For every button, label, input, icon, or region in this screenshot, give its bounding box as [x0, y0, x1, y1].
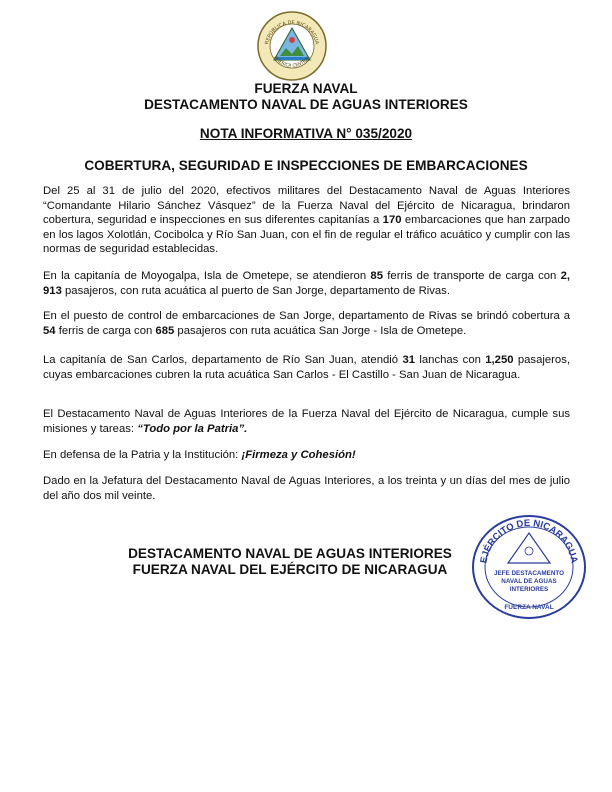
- p1-count-vessels: 170: [382, 214, 402, 227]
- seal-bottom-text: FUERZA NAVAL: [504, 604, 554, 611]
- paragraph-2: [43, 269, 570, 298]
- note-title: NOTA INFORMATIVA N° 035/2020: [199, 126, 413, 141]
- p4-text-a: La capitanía de San Carlos, departamento de Río San Juan, atendió: [43, 354, 403, 366]
- p3-text-c: ferris de carga con: [55, 324, 156, 337]
- coat-top-text: REPÚBLICA DE NICARAGUA: [264, 19, 320, 46]
- p3-text-a: En el puesto de control de embarcaciones de San Jorge, departamento de Rivas se brindó cobertura a: [43, 310, 570, 322]
- paragraph-6: [43, 448, 570, 463]
- header-line-1: FUERZA NAVAL: [254, 81, 358, 96]
- coat-of-arms-emblem: [256, 10, 328, 82]
- p4-count-boats: 31: [402, 354, 416, 366]
- p2-count-passengers: 2, 913: [43, 270, 571, 297]
- p4-text-e: pasajeros, cuyas embarcaciones cubren la ruta acuática San Carlos - El Castillo - San Juan de Nicaragua.: [43, 354, 570, 381]
- seal-top-text: EJÉRCITO DE NICARAGUA: [478, 517, 580, 565]
- p2-text-a: En la capitanía de Moyogalpa, Isla de Ometepe, se atendieron: [43, 270, 371, 282]
- p2-text-e: pasajeros, con ruta acuática al puerto de San Jorge, departamento de Rivas.: [61, 284, 450, 297]
- p5-text-a: El Destacamento Naval de Aguas Interiores de la Fuerza Naval del Ejército de Nicaragua, cumple sus misiones y tareas:: [43, 408, 570, 435]
- p6-motto: ¡Firmeza y Cohesión!: [241, 449, 356, 461]
- signature-line-2: FUERZA NAVAL DEL EJÉRCITO DE NICARAGUA: [132, 562, 448, 577]
- p4-text-c: lanchas con: [415, 354, 486, 366]
- p5-motto: “Todo por la Patria”.: [137, 422, 248, 435]
- p7-text: Dado en la Jefatura del Destacamento Naval de Aguas Interiores, a los treinta y un días del mes de julio del año dos mil veinte.: [43, 475, 570, 502]
- seal-center-line-3: INTERIORES: [509, 586, 549, 593]
- p4-count-passengers: 1,250: [485, 354, 514, 366]
- p3-count-ferries: 54: [43, 324, 56, 337]
- p3-count-passengers: 685: [155, 324, 175, 337]
- p2-text-c: ferris de transporte de carga con: [382, 270, 561, 282]
- p3-text-e: pasajeros con ruta acuática San Jorge - Isla de Ometepe.: [174, 324, 467, 337]
- p2-count-ferries: 85: [370, 270, 383, 282]
- p1-text-a: Del 25 al 31 de julio del 2020, efectivos militares del Destacamento Naval de Aguas Interiores “Comandante Hilario Sánchez Vásquez” de la Fuerza Naval del Ejército de Nicaragua, brindaron cobertura, seguridad e inspecciones en sus diferentes capitanías a: [43, 185, 570, 227]
- paragraph-7: [43, 474, 570, 503]
- seal-center-line-1: JEFE DESTACAMENTO: [493, 570, 565, 577]
- p6-text-a: En defensa de la Patria y la Institución:: [43, 449, 242, 461]
- header-line-2: DESTACAMENTO NAVAL DE AGUAS INTERIORES: [144, 97, 468, 112]
- paragraph-3: [43, 309, 570, 338]
- seal-center-line-2: NAVAL DE AGUAS: [501, 578, 557, 585]
- subject-heading: COBERTURA, SEGURIDAD E INSPECCIONES DE EMBARCACIONES: [84, 158, 528, 173]
- coat-bottom-text: AMÉRICA CENTRAL: [272, 55, 312, 69]
- paragraph-1: [43, 184, 570, 257]
- official-seal-stamp: [470, 513, 588, 621]
- p1-text-c: embarcaciones que han zarpado en los lagos Xolotlán, Cocibolca y Río San Juan, con el fin de regular el tráfico acuático y cumplir con las normas de seguridad establecidas.: [43, 214, 570, 256]
- signature-line-1: DESTACAMENTO NAVAL DE AGUAS INTERIORES: [128, 546, 452, 561]
- paragraph-5: [43, 407, 570, 436]
- paragraph-4: [43, 353, 570, 382]
